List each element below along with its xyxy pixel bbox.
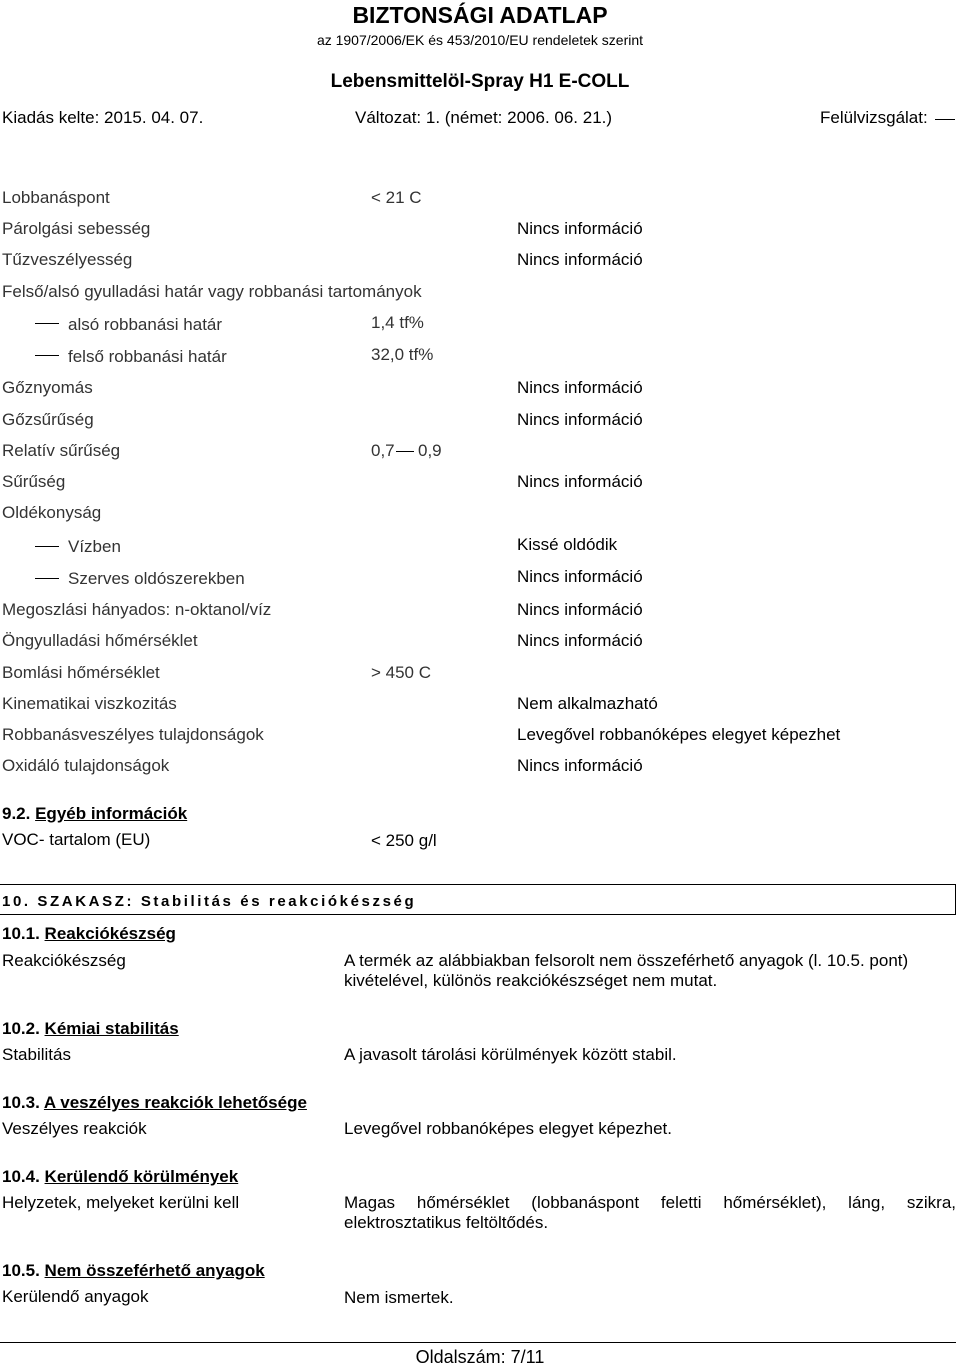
product-name: Lebensmittelöl-Spray H1 E-COLL <box>330 71 630 92</box>
property-info: Nem alkalmazható <box>517 694 658 713</box>
property-info: Nincs információ <box>517 472 643 491</box>
revision-dash <box>935 119 955 120</box>
property-label: Vízben <box>68 537 121 556</box>
property-info: Nincs információ <box>517 250 643 269</box>
property-info: Levegővel robbanóképes elegyet képezhet <box>517 725 841 744</box>
section-10-right-rule <box>955 884 956 914</box>
property-label: Megoszlási hányados: n-oktanol/víz <box>2 600 272 619</box>
section-10-bottom-rule <box>0 914 956 915</box>
property-info: Nincs információ <box>517 567 643 586</box>
property-info: Nincs információ <box>517 600 643 619</box>
section-10-top-rule <box>0 884 956 885</box>
incompatible-label: Kerülendő anyagok <box>2 1287 149 1306</box>
property-label: Kinematikai viszkozitás <box>2 694 177 713</box>
section-title: Kerülendő körülmények <box>44 1167 239 1186</box>
property-value: < 21 C <box>371 188 422 207</box>
property-label: Lobbanáspont <box>2 188 110 207</box>
section-number: 10.5. <box>2 1261 40 1280</box>
section-10-5-heading <box>2 1261 265 1281</box>
property-label: Gőznyomás <box>2 378 93 397</box>
property-label: alsó robbanási határ <box>68 315 223 334</box>
section-10-4-heading <box>2 1167 238 1187</box>
section-title: Egyéb információk <box>35 804 188 823</box>
section-number: 10.3. <box>2 1093 40 1112</box>
page-number: Oldalszám: 7/11 <box>415 1347 545 1367</box>
property-label: Felső/alsó gyulladási határ vagy robbanási tartományok <box>2 282 422 301</box>
property-label: Robbanásveszélyes tulajdonságok <box>2 725 264 744</box>
list-dash <box>35 355 59 356</box>
section-9-2-heading <box>2 804 187 824</box>
list-dash <box>35 578 59 579</box>
property-info: Kissé oldódik <box>517 535 618 554</box>
property-value: 32,0 tf% <box>371 345 434 364</box>
property-value: > 450 C <box>371 663 432 682</box>
stability-label: Stabilitás <box>2 1045 71 1064</box>
section-10-2-heading <box>2 1019 179 1039</box>
conditions-text <box>344 1193 956 1233</box>
property-label: Oldékonyság <box>2 503 102 522</box>
section-number: 10.4. <box>2 1167 40 1186</box>
regulation-subtitle: az 1907/2006/EK és 453/2010/EU rendeletek szerint <box>316 32 644 48</box>
property-label: Öngyulladási hőmérséklet <box>2 631 198 650</box>
section-title: Reakciókészség <box>44 924 176 943</box>
property-label: Párolgási sebesség <box>2 219 151 238</box>
property-value: 1,4 tf% <box>371 313 424 332</box>
issue-date: Kiadás kelte: 2015. 04. 07. <box>2 108 204 127</box>
list-dash <box>35 546 59 547</box>
reactivity-label: Reakciókészség <box>2 951 126 970</box>
section-10-1-heading <box>2 924 176 944</box>
property-info: Nincs információ <box>517 410 643 429</box>
version-info: Változat: 1. (német: 2006. 06. 21.) <box>355 108 613 127</box>
incompatible-text: Nem ismertek. <box>344 1288 454 1307</box>
section-number: 10.2. <box>2 1019 40 1038</box>
reactivity-text: A termék az alábbiakban felsorolt nem összeférhető anyagok (l. 10.5. pont) kivételével, különös reakciókészséget nem mutat. <box>344 951 909 990</box>
hazardous-reactions-label: Veszélyes reakciók <box>2 1119 147 1138</box>
property-value-min: 0,7 <box>371 441 395 460</box>
revision-date: Felülvizsgálat: <box>820 108 928 127</box>
property-label: Gőzsűrűség <box>2 410 94 429</box>
property-label: Relatív sűrűség <box>2 441 121 460</box>
document-title: BIZTONSÁGI ADATLAP <box>352 2 608 28</box>
section-number: 9.2. <box>2 804 31 823</box>
voc-value: < 250 g/l <box>371 831 437 850</box>
hazardous-reactions-text: Levegővel robbanóképes elegyet képezhet. <box>344 1119 672 1138</box>
conditions-label: Helyzetek, melyeket kerülni kell <box>2 1193 240 1212</box>
property-info: Nincs információ <box>517 378 643 397</box>
property-value-max: 0,9 <box>418 441 442 460</box>
list-dash <box>35 323 59 324</box>
property-label: Tűzveszélyesség <box>2 250 133 269</box>
section-title: Nem összeférhető anyagok <box>44 1261 265 1280</box>
property-label: felső robbanási határ <box>68 347 227 366</box>
section-10-3-heading <box>2 1093 307 1113</box>
property-label: Sűrűség <box>2 472 66 491</box>
range-dash <box>396 451 414 452</box>
property-label: Bomlási hőmérséklet <box>2 663 160 682</box>
section-number: 10.1. <box>2 924 40 943</box>
property-label: Szerves oldószerekben <box>68 569 245 588</box>
conditions-text-content: Magas hőmérséklet (lobbanáspont feletti hőmérséklet), láng, szikra, elektrosztatikus feltöltődés. <box>344 1193 956 1232</box>
footer-rule <box>0 1342 956 1343</box>
voc-label: VOC- tartalom (EU) <box>2 830 151 849</box>
stability-text: A javasolt tárolási körülmények között stabil. <box>344 1045 677 1064</box>
section-title: Kémiai stabilitás <box>44 1019 179 1038</box>
section-title: A veszélyes reakciók lehetősége <box>43 1093 307 1112</box>
property-label: Oxidáló tulajdonságok <box>2 756 170 775</box>
property-info: Nincs információ <box>517 631 643 650</box>
property-info: Nincs információ <box>517 219 643 238</box>
property-info: Nincs információ <box>517 756 643 775</box>
section-10-heading: 10. SZAKASZ: Stabilitás és reakciókészség <box>2 893 417 910</box>
